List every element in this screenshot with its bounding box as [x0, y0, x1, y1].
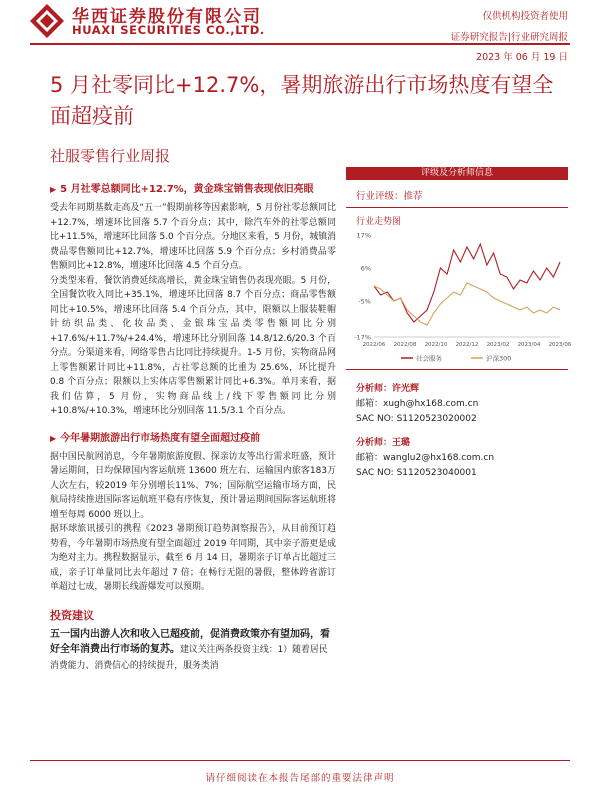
investment-heading: 投资建议: [50, 608, 94, 622]
investment-text: 建议关注两条投资主线：1）随着居民消费能力、消费信心的持续提升，服务类消: [50, 644, 328, 671]
analyst-role: 分析师：: [356, 438, 393, 448]
company-name-cn: 华西证券股份有限公司: [72, 7, 262, 27]
section-1: [50, 182, 336, 419]
rating-label: 行业评级：: [356, 191, 404, 202]
x-tick-label: 2023/04: [517, 342, 541, 348]
sidebar-bar: 评级及分析师信息: [346, 167, 568, 180]
company-name-en: HUAXI SECURITIES CO.,LTD.: [72, 23, 265, 37]
paragraph: 据环球旅讯援引的携程《2023 暑期预订趋势洞察报告》，从目前预订趋势看，今年暑期市场热度有望全面超过 2019 年同期，其中亲子游更是成为绝对主力。携程数据显示，截至 6 月 14 日，暑期亲子订单占比超过三成，亲子订单量同比去年超过 7 倍；在畅行无阻的暑假，整体跨省游订单超过七成，暑期长线游爆发可以预期。: [50, 524, 336, 592]
y-tick-label: -17%: [354, 333, 371, 342]
report-date: 2023 年 06 月 19 日: [476, 52, 568, 63]
legal-notice: 请仔细阅读在本报告尾部的重要法律声明: [205, 773, 395, 784]
industry-trend-chart: [346, 227, 572, 369]
analyst-email[interactable]: wanglu2@hx168.com.cn: [383, 453, 495, 463]
email-label: 邮箱：: [356, 399, 384, 409]
email-label: 邮箱：: [356, 453, 384, 463]
triangle-bullet-icon: ▶: [50, 433, 57, 443]
sidebar: [346, 167, 572, 481]
x-tick-label: 2023/02: [486, 342, 510, 348]
y-tick-label: -5%: [358, 297, 371, 306]
divider: [346, 369, 568, 370]
analyst-role: 分析师：: [356, 384, 393, 394]
paragraph: 受去年同期基数走高及“五一”假期前移等因素影响，5 月份社零总额同比+12.7%，增速环比回落 5.7 个百分点；其中，除汽车外的社零总额同比+11.5%，增速环比回落 5.0 个百分点。分地区来看，5 月份，城镇消费品零售额同比+12.7%，增速环比回落 5.9 个百分点；乡村消费品零售额同比+12.8%，增速环比回落 4.5 个百分点。: [50, 203, 336, 271]
header-divider: [30, 43, 570, 45]
analyst-sac: SAC NO: S1120523040001: [356, 468, 477, 478]
legend-label: 社会服务: [416, 354, 442, 363]
x-tick-label: 2022/06: [362, 342, 386, 348]
triangle-bullet-icon: ▶: [50, 185, 57, 194]
report-type: 证券研究报告|行业研究周报: [450, 32, 568, 43]
x-tick-label: 2022/08: [393, 342, 417, 348]
analyst-sac: SAC NO: S1120523020002: [356, 414, 477, 424]
analyst-name: 许光辉: [392, 384, 420, 394]
y-tick-label: 6%: [360, 264, 371, 273]
analyst-card: [346, 436, 568, 481]
series-line: [374, 283, 560, 325]
industry-rating: [346, 180, 568, 207]
analyst-card: [346, 382, 568, 427]
main-content: [50, 182, 336, 674]
x-tick-label: 2022/10: [424, 342, 448, 348]
section-heading: 5 月社零总额同比+12.7%，黄金珠宝销售表现依旧亮眼: [60, 184, 314, 195]
investor-notice: 仅供机构投资者使用: [482, 11, 568, 22]
section-2: [50, 431, 336, 595]
huaxi-logo-icon: [30, 4, 64, 38]
y-tick-label: 17%: [356, 231, 371, 240]
analyst-email[interactable]: xugh@hx168.com.cn: [383, 399, 479, 409]
paragraph: 据中国民航网消息，今年暑期旅游度假、探亲访友等出行需求旺盛，预计暑运期间，日均保障国内客运航班 13600 班左右、运输国内旅客183万人次左右，较2019 年分别增长11%、7%；国际航空运输市场方面，民航局持续推进国际客运航班平稳有序恢复，预计暑运期间国际客运航班将增至每周 6000 班以上。: [50, 451, 336, 520]
x-tick-label: 2023/06: [548, 342, 572, 348]
chart-title: 行业走势图: [356, 217, 402, 227]
x-tick-label: 2022/12: [455, 342, 479, 348]
section-heading: 今年暑期旅游出行市场热度有望全面超过疫前: [60, 432, 261, 444]
rating-value: 推荐: [403, 191, 423, 202]
analyst-name: 王璐: [392, 438, 411, 448]
legend-label: 沪深300: [486, 354, 512, 363]
footer-divider: [30, 760, 570, 761]
investment-lead: 五一国内出游人次和收入已超疫前，促消费政策亦有望加码，看好全年消费出行市场的复苏。: [50, 628, 330, 655]
report-title: 5 月社零同比+12.7%，暑期旅游出行市场热度有望全面超疫前: [50, 73, 554, 128]
paragraph: 分类型来看，餐饮消费延续高增长，黄金珠宝销售仍表现亮眼。5 月份，全国餐饮收入同比+35.1%，增速环比回落 8.7 个百分点；商品零售额同比+10.5%，增速环比回落 5.4 个百分点，其中，限额以上服装鞋帽针纺织品类、化妆品类、金银珠宝品类零售额同比分别+17.6%/+11.7%/+24.4%，增速环比分别回落 14.8/12.6/20.3 个百分点。分渠道来看，网络零售占比同比持续提升。1-5 月份，实物商品网上零售额累计同比+11.8%，占社零总额的比重为 25.6%，环比提升 0.8 个百分点；限额以上实体店零售额累计同比+6.3%。单月来看，据我们估算，5 月份，实物商品线上/线下零售额同比分别+10.8%/+10.3%，增速环比分别回落 11.5/3.1 个百分点。: [50, 275, 336, 416]
sector-label: 社服零售行业周报: [50, 147, 171, 165]
investment-section: [50, 607, 336, 674]
